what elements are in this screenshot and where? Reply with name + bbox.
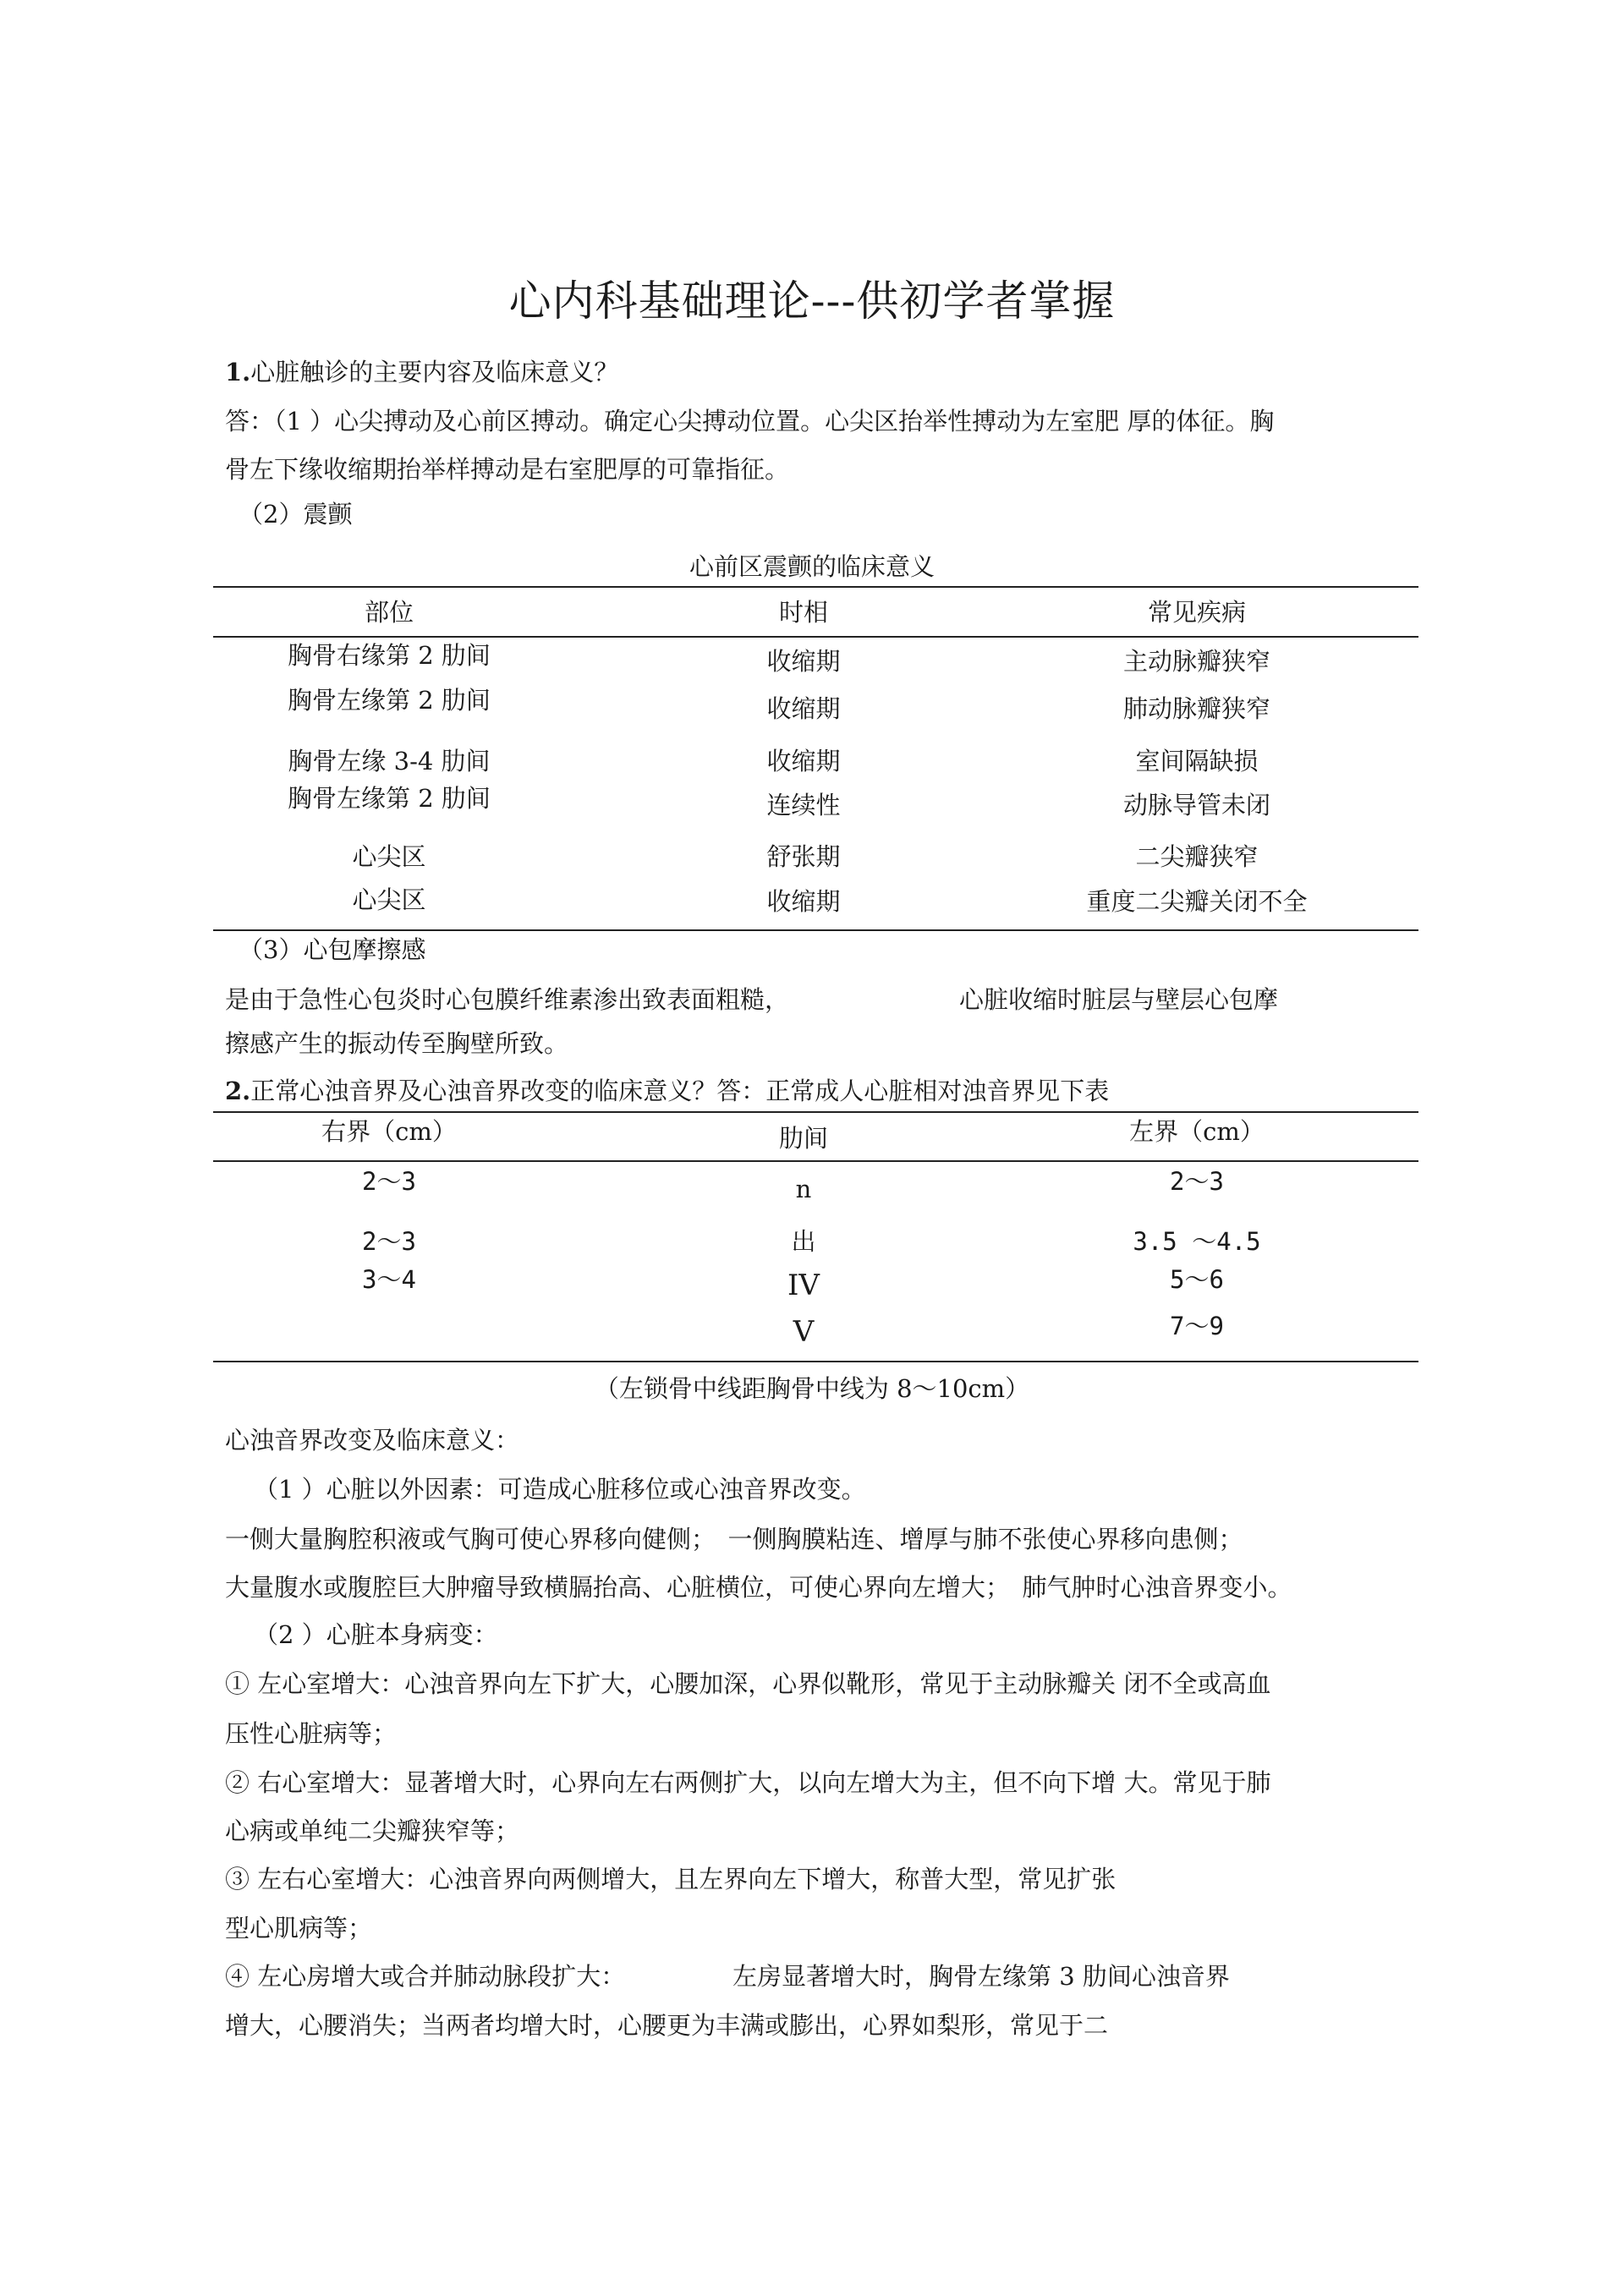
question-2 <box>225 1074 1109 1108</box>
table-2-cell: 3～4 <box>362 1265 416 1294</box>
table-1-cell: 动脉导管未闭 <box>1122 791 1270 819</box>
table-2-cell: IV <box>787 1269 820 1302</box>
lesion-1-line-2: 压性心脏病等； <box>225 1719 398 1748</box>
table-1-cell: 室间隔缺损 <box>1135 747 1259 775</box>
item-3-line-1a: 是由于急性心包炎时心包膜纤维素渗出致表面粗糙， <box>225 985 790 1014</box>
question-1-number: 1. <box>225 358 251 386</box>
table-2-cell: 2～3 <box>362 1227 416 1256</box>
table-1-cell: 心尖区 <box>352 885 426 914</box>
table-1-cell: 胸骨左缘第 2 肋间 <box>288 784 491 813</box>
answer-1-line-2: 骨左下缘收缩期抬举样搏动是右室肥厚的可靠指征。 <box>225 455 790 484</box>
lesion-4-line-2: 增大，心腰消失；当两者均增大时，心腰更为丰满或膨出，心界如梨形，常见于二 <box>225 2011 1109 2040</box>
table-2-cell: 2～3 <box>362 1167 416 1196</box>
table-1-title: 心前区震颤的临床意义 <box>689 552 935 581</box>
lesion-4-line-1a: ④ 左心房增大或合并肺动脉段扩大： <box>225 1962 626 1991</box>
table-2-bottom-rule <box>213 1361 1418 1362</box>
item-2-heading: （2）震颤 <box>239 500 353 529</box>
table-1-header-rule <box>213 636 1418 638</box>
lesion-3-line-1: ③ 左右心室增大：心浊音界向两侧增大，且左界向左下增大，称普大型，常见扩张 <box>225 1865 1116 1893</box>
external-factors-line-1: 一侧大量胸腔积液或气胸可使心界移向健侧； 一侧胸膜粘连、增厚与肺不张使心界移向患侧； <box>225 1525 1243 1553</box>
table-2-header-intercostal: 肋间 <box>778 1124 828 1153</box>
table-1-cell: 二尖瓣狭窄 <box>1135 842 1259 871</box>
table-2-cell: 2～3 <box>1170 1167 1224 1196</box>
table-2-cell: n <box>795 1175 812 1203</box>
question-1-text: 心脏触诊的主要内容及临床意义？ <box>250 358 619 386</box>
answer-1-line-1: 答：（1 ）心尖搏动及心前区搏动。确定心尖搏动位置。心尖区抬举性搏动为左室肥 厚的体征。胸 <box>225 407 1275 436</box>
table-2-top-rule <box>213 1111 1418 1113</box>
table-1-header-location: 部位 <box>364 598 414 627</box>
change-heading: 心浊音界改变及临床意义： <box>225 1426 520 1455</box>
table-2-cell: 出 <box>791 1227 816 1256</box>
table-2-header-rule <box>213 1160 1418 1162</box>
table-1-cell: 心尖区 <box>352 842 426 871</box>
table-1-cell: 收缩期 <box>766 694 841 723</box>
table-1-cell: 主动脉瓣狭窄 <box>1122 647 1270 676</box>
table-2-cell: 7～9 <box>1170 1312 1224 1340</box>
external-factors-heading: （1 ）心脏以外因素：可造成心脏移位或心浊音界改变。 <box>254 1475 866 1504</box>
table-2-cell: V <box>793 1315 815 1349</box>
item-3-line-1b: 心脏收缩时脏层与壁层心包摩 <box>959 985 1279 1014</box>
lesion-1-line-1: ① 左心室增大：心浊音界向左下扩大，心腰加深，心界似靴形，常见于主动脉瓣关 闭不全或高血 <box>225 1669 1271 1698</box>
table-1-top-rule <box>213 586 1418 588</box>
question-2-text: 正常心浊音界及心浊音界改变的临床意义？答：正常成人心脏相对浊音界见下表 <box>250 1077 1110 1105</box>
table-2-header-left: 左界（cm） <box>1129 1117 1265 1146</box>
table-1-cell: 收缩期 <box>766 887 841 916</box>
table-1-cell: 连续性 <box>766 791 841 819</box>
table-1-cell: 胸骨右缘第 2 肋间 <box>288 641 491 670</box>
cardiac-lesions-heading: （2 ）心脏本身病变： <box>254 1620 498 1649</box>
lesion-2-line-2: 心病或单纯二尖瓣狭窄等； <box>225 1817 520 1845</box>
lesion-3-line-2: 型心肌病等； <box>225 1914 373 1943</box>
item-3-line-2: 擦感产生的振动传至胸壁所致。 <box>225 1029 569 1058</box>
table-1-cell: 肺动脉瓣狭窄 <box>1122 694 1270 723</box>
table-1-header-phase: 时相 <box>778 598 828 627</box>
table-2-cell: 5～6 <box>1170 1265 1224 1294</box>
table-1-cell: 重度二尖瓣关闭不全 <box>1086 887 1308 916</box>
table-1-header-disease: 常见疾病 <box>1147 598 1246 627</box>
table-1-cell: 舒张期 <box>766 842 841 871</box>
question-1 <box>225 355 618 389</box>
table-1-cell: 收缩期 <box>766 647 841 676</box>
table-1-bottom-rule <box>213 929 1418 931</box>
table-2-header-right: 右界（cm） <box>321 1117 457 1146</box>
table-1-cell: 收缩期 <box>766 747 841 775</box>
table-2-cell: 3.5 ～4.5 <box>1133 1227 1261 1256</box>
external-factors-line-2: 大量腹水或腹腔巨大肿瘤导致横膈抬高、心脏横位，可使心界向左增大； 肺气肿时心浊音界变小。 <box>225 1573 1292 1602</box>
table-1-cell: 胸骨左缘 3-4 肋间 <box>288 747 491 775</box>
table-1-cell: 胸骨左缘第 2 肋间 <box>288 686 491 715</box>
item-3-heading: （3）心包摩擦感 <box>239 935 426 964</box>
question-2-number: 2. <box>225 1077 251 1105</box>
lesion-2-line-1: ② 右心室增大：显著增大时，心界向左右两侧扩大，以向左增大为主，但不向下增 大。常见于肺 <box>225 1768 1271 1797</box>
table-2-note: （左锁骨中线距胸骨中线为 8～10cm） <box>594 1374 1030 1403</box>
page-title: 心内科基础理论---供初学者掌握 <box>508 277 1116 326</box>
lesion-4-line-1b: 左房显著增大时，胸骨左缘第 3 肋间心浊音界 <box>732 1962 1230 1991</box>
